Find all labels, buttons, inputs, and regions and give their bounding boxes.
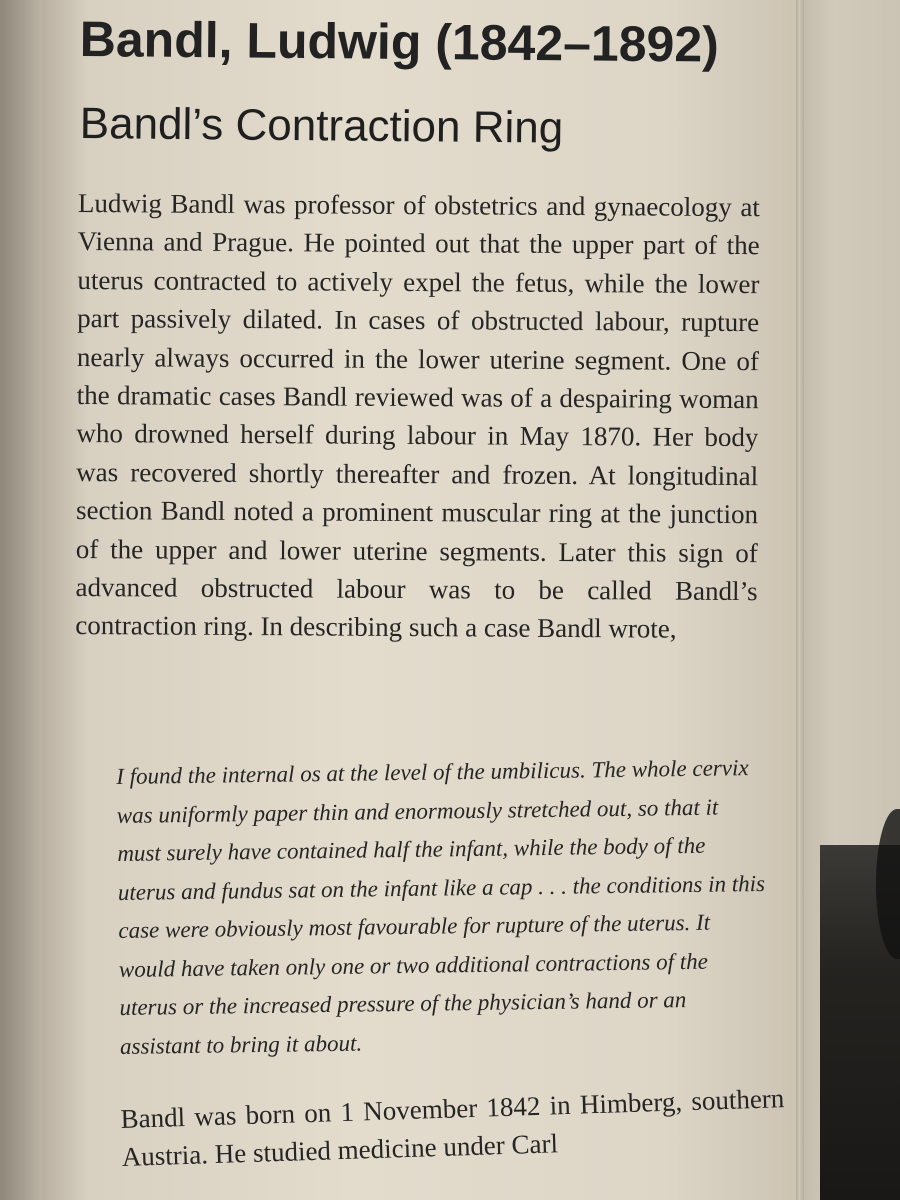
quoted-text: I found the internal os at the level of the umbilicus. The whole cervix was uniformly paper thin and enormously stretched out, so that it must surely have contained half the infant, while the body of the uterus and fundus sat on the infant like a cap . . . the conditions in this case were obviously most favourable for rupture of the uterus. It would have taken only one or two additional contractions of the uterus or the increased pressure of the physician’s hand or an assistant to bring it about. [116, 755, 766, 1059]
section-subtitle: Bandl’s Contraction Ring [79, 99, 564, 153]
page-title: Bandl, Ludwig (1842–1892) [79, 11, 720, 73]
biography-text: Bandl was born on 1 November 1842 in Himberg, southern Austria. He studied medicine under Carl [120, 1083, 785, 1172]
book-gutter-shadow [0, 0, 48, 1200]
main-paragraph: Ludwig Bandl was professor of obstetrics and gynaecology at Vienna and Prague. He pointed out that the upper part of the uterus contracted to actively expel the fetus, while the lower part passively dilated. In cases of obstructed labour, rupture nearly always occurred in the lower uterine segment. One of the dramatic cases Bandl reviewed was of a despairing woman who drowned herself during labour in May 1870. Her body was recovered shortly thereafter and frozen. At longitudinal section Bandl noted a prominent muscular ring at the junction of the upper and lower uterine segments. Later this sign of advanced obstructed labour was to be called Bandl’s contraction ring. In describing such a case Bandl wrote, [75, 187, 760, 645]
portrait-photo [820, 845, 900, 1200]
page-fold [796, 0, 804, 1200]
